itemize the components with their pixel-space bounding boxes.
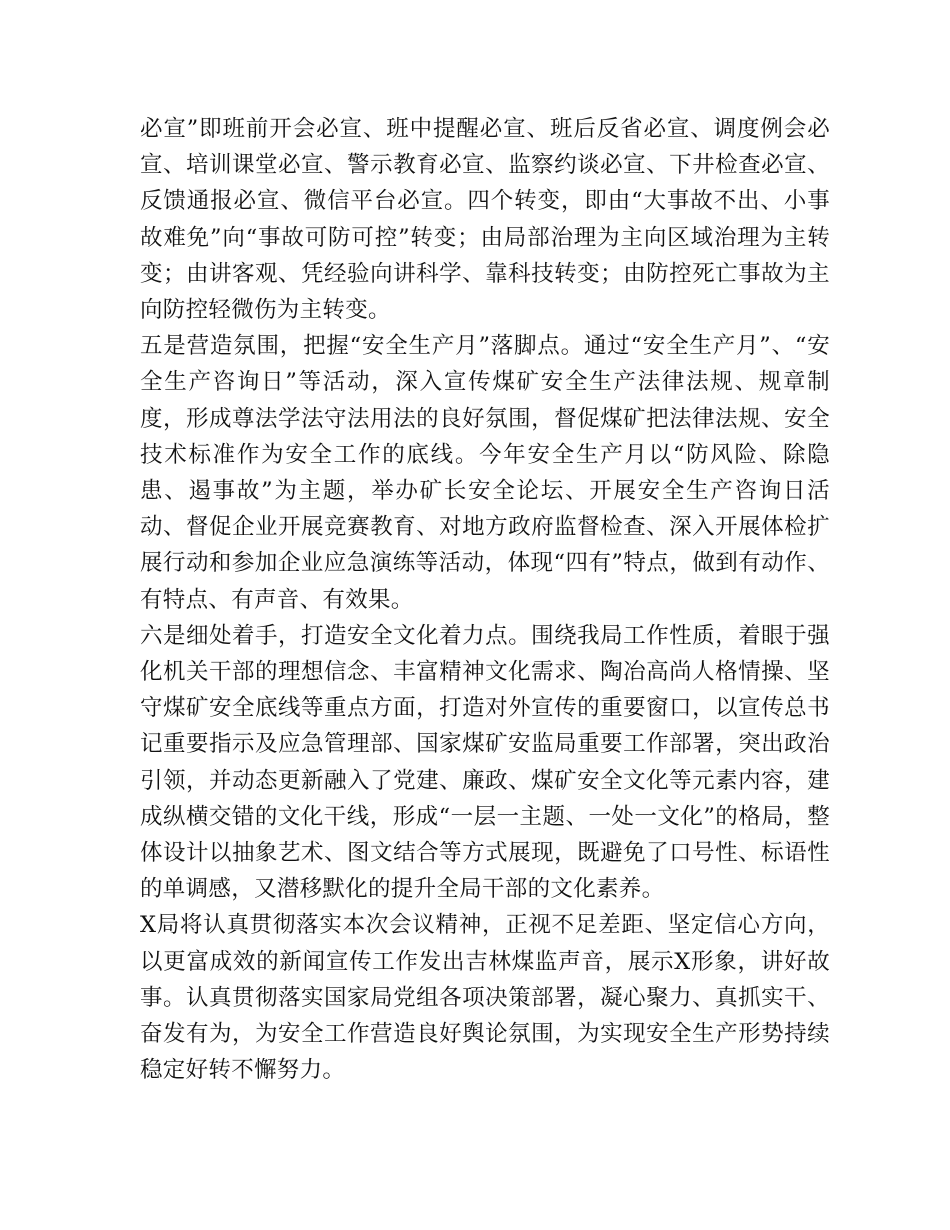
paragraph-conclusion: X局将认真贯彻落实本次会议精神，正视不足差距、坚定信心方向，以更富成效的新闻宣传工作发出吉林煤监声音，展示X形象，讲好故事。认真贯彻落实国家局党组各项决策部署，凝心聚力、真抓实干、奋发有为，为安全工作营造良好舆论氛围，为实现安全生产形势持续稳定好转不懈努力。 [140, 912, 830, 1084]
document-body [140, 111, 830, 1088]
paragraph-propaganda-transformations: 必宣”即班前开会必宣、班中提醒必宣、班后反省必宣、调度例会必宣、培训课堂必宣、警示教育必宣、监察约谈必宣、下井检查必宣、反馈通报必宣、微信平台必宣。四个转变，即由“大事故不出、小事故难免”向“事故可防可控”转变；由局部治理为主向区域治理为主转变；由讲客观、凭经验向讲科学、靠科技转变；由防控死亡事故为主向防控轻微伤为主转变。 [140, 116, 830, 324]
paragraph-safety-month: 五是营造氛围，把握“安全生产月”落脚点。通过“安全生产月”、“安全生产咨询日”等活动，深入宣传煤矿安全生产法律法规、规章制度，形成尊法学法守法用法的良好氛围，督促煤矿把法律法规、安全技术标准作为安全工作的底线。今年安全生产月以“防风险、除隐患、遏事故”为主题，举办矿长安全论坛、开展安全生产咨询日活动、督促企业开展竞赛教育、对地方政府监督检查、深入开展体检扩展行动和参加企业应急演练等活动，体现“四有”特点，做到有动作、有特点、有声音、有效果。 [140, 333, 830, 613]
paragraph-safety-culture: 六是细处着手，打造安全文化着力点。围绕我局工作性质，着眼于强化机关干部的理想信念、丰富精神文化需求、陶冶高尚人格情操、坚守煤矿安全底线等重点方面，打造对外宣传的重要窗口，以宣传总书记重要指示及应急管理部、国家煤矿安监局重要工作部署，突出政治引领，并动态更新融入了党建、廉政、煤矿安全文化等元素内容，建成纵横交错的文化干线，形成“一层一主题、一处一文化”的格局，整体设计以抽象艺术、图文结合等方式展现，既避免了口号性、标语性的单调感，又潜移默化的提升全局干部的文化素养。 [140, 622, 830, 903]
